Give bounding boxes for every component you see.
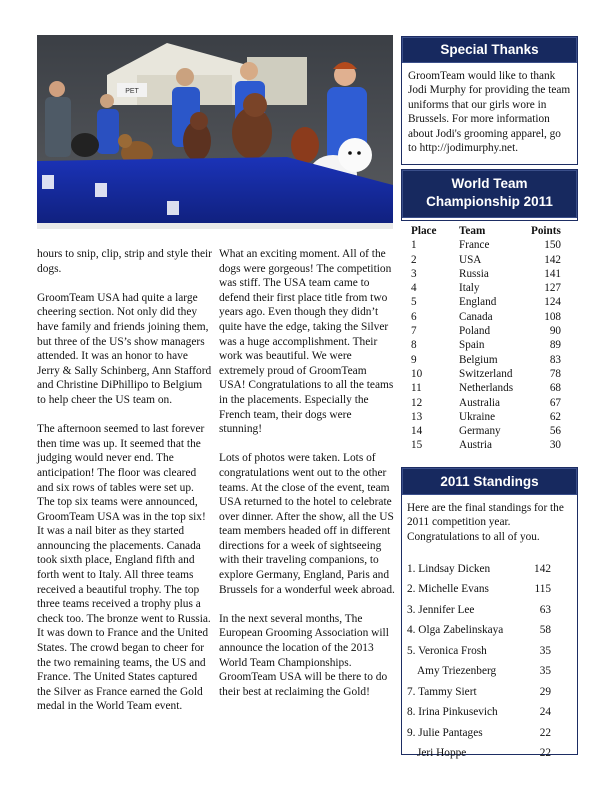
world-team-title-line1: World Team (451, 176, 528, 191)
results-table (411, 224, 571, 453)
standing-name: 5. Veronica Frosh (407, 644, 487, 657)
standing-name: Amy Triezenberg (417, 665, 497, 678)
table-row (411, 353, 571, 367)
result-points: 30 (549, 439, 561, 452)
header-place: Place (411, 225, 437, 237)
standing-points: 29 (539, 685, 551, 698)
special-thanks-body: GroomTeam would like to thank Jodi Murphy for providing the team uniforms that our girls wore in Brussels. For more information about Jodi's grooming apparel, go to http://jodimurphy.net. (408, 70, 571, 155)
list-item (407, 620, 571, 641)
result-team: Canada (459, 310, 493, 323)
standings-box (401, 467, 578, 760)
result-team: Belgium (459, 353, 498, 366)
table-row (411, 253, 571, 267)
list-item (407, 600, 571, 621)
article-paragraph: In the next several months, The European Grooming Association will announce the location of the 2013 World Team Championships. GroomTeam USA will be there to do their best at reclaiming the Gold! (219, 612, 389, 698)
world-team-results (411, 224, 571, 453)
list-item (407, 723, 571, 744)
result-place: 8 (411, 339, 417, 352)
result-place: 6 (411, 310, 417, 323)
header-points: Points (531, 225, 561, 237)
result-place: 15 (411, 439, 423, 452)
article-paragraph: hours to snip, clip, strip and style their dogs. (37, 248, 212, 275)
result-team: USA (459, 253, 482, 266)
list-item (407, 702, 571, 723)
result-place: 12 (411, 396, 423, 409)
result-place: 14 (411, 425, 423, 438)
standings-body (402, 495, 577, 764)
result-points: 62 (549, 410, 561, 423)
table-row (411, 310, 571, 324)
results-header-row (411, 224, 571, 238)
result-place: 10 (411, 367, 423, 380)
list-item (407, 559, 571, 580)
result-team: Switzerland (459, 367, 513, 380)
world-team-title (402, 170, 577, 218)
special-thanks-box (401, 36, 578, 165)
result-place: 2 (411, 253, 417, 266)
standing-name: Jeri Hoppe (417, 747, 467, 760)
result-points: 67 (549, 396, 561, 409)
result-team: Netherlands (459, 382, 514, 395)
result-team: Spain (459, 339, 485, 352)
result-team: England (459, 296, 497, 309)
pet-sign-text: PET (125, 88, 139, 95)
standing-name: 7. Tammy Siert (407, 685, 477, 698)
result-place: 4 (411, 282, 417, 295)
result-team: Poland (459, 325, 491, 338)
result-place: 13 (411, 410, 423, 423)
table-row (411, 396, 571, 410)
standing-name: 1. Lindsay Dicken (407, 562, 491, 575)
standings-intro: Here are the final standings for the 2011 competition year. Congratulations to all of you. (407, 502, 564, 543)
result-team: Germany (459, 425, 501, 438)
standing-points: 22 (539, 726, 551, 739)
table-row (411, 281, 571, 295)
standing-name: 2. Michelle Evans (407, 583, 489, 596)
standing-name: 4. Olga Zabelinskaya (407, 624, 504, 637)
world-team-title-line2: Championship 2011 (426, 194, 553, 209)
result-place: 3 (411, 267, 417, 280)
article-column-2 (219, 247, 395, 714)
standing-name: 9. Julie Pantages (407, 726, 483, 739)
result-points: 141 (544, 267, 561, 280)
table-row (411, 295, 571, 309)
list-item (407, 579, 571, 600)
team-photo (37, 35, 393, 229)
standing-points: 22 (539, 747, 551, 760)
result-team: Austria (459, 439, 492, 452)
table-row (411, 324, 571, 338)
result-points: 142 (544, 253, 561, 266)
result-team: Russia (459, 267, 489, 280)
team-photo-illustration (37, 35, 393, 229)
result-place: 1 (411, 239, 417, 252)
list-item (407, 682, 571, 703)
result-place: 7 (411, 325, 417, 338)
list-item (407, 743, 571, 764)
list-item (407, 641, 571, 662)
standings-title: 2011 Standings (402, 468, 577, 495)
result-team: Ukraine (459, 410, 496, 423)
article-paragraph: The afternoon seemed to last forever then time was up. It seemed that the judging would never end. The anticipation! The floor was cleared and six rows of tables were set up. The top six teams were announced, GroomTeam USA was in the top six! It was a nail biter as they started announcing the placements. Canada took sixth place, England fifth and forth went to Italy. All three teams received a beautiful trophy. The top three teams received a trophy plus a check too. The bronze went to Russia. It was down to France and the United States. The crowd began to cheer for the two remaining teams, the US and France. The United States captured the Silver as France earned the Gold medal in the World Team event. (37, 423, 211, 713)
result-team: France (459, 239, 490, 252)
standing-points: 24 (539, 706, 551, 719)
standing-points: 35 (539, 665, 551, 678)
result-place: 11 (411, 382, 422, 395)
result-points: 83 (549, 353, 561, 366)
result-team: Australia (459, 396, 501, 409)
result-points: 150 (544, 239, 561, 252)
article-paragraph: GroomTeam USA had quite a large cheering section. Not only did they have family and friends joining them, but three of the US’s show managers attended. It was an honor to have Jerry & Sally Schinberg, Ann Stafford and Christine DiPhillipo to Belgium to help cheer the US team on. (37, 291, 212, 406)
result-team: Italy (459, 282, 480, 295)
table-row (411, 381, 571, 395)
table-row (411, 238, 571, 252)
table-row (411, 338, 571, 352)
table-row (411, 410, 571, 424)
standing-points: 142 (534, 562, 551, 575)
standing-points: 63 (539, 603, 551, 616)
result-points: 127 (544, 282, 561, 295)
table-row (411, 438, 571, 452)
table-row (411, 424, 571, 438)
standing-name: 3. Jennifer Lee (407, 603, 475, 616)
standing-points: 115 (534, 583, 551, 596)
standing-points: 58 (539, 624, 551, 637)
table-row (411, 367, 571, 381)
result-points: 124 (544, 296, 561, 309)
header-team: Team (459, 225, 486, 237)
standings-list (407, 559, 571, 764)
result-points: 56 (549, 425, 561, 438)
list-item (407, 661, 571, 682)
world-team-championship-box (401, 169, 578, 221)
result-place: 9 (411, 353, 417, 366)
article-paragraph: Lots of photos were taken. Lots of congratulations went out to the other teams. At the close of the event, team USA returned to the hotel to celebrate over dinner. After the show, all the US team members headed off in different directions for a week of sightseeing with their traveling companions, to explore Germany, England, Paris and Brussels for a wonderful week abroad. (219, 452, 395, 596)
article-paragraph: What an exciting moment. All of the dogs were gorgeous! The competition was stiff. The USA team came to defend their first place title from two years ago. Even though they didn’t quite have the edge, taking the Silver was a huge accomplishment. Their work was beautiful. We were extremely proud of GroomTeam USA! Congratulations to all the teams in the placements. Especially the French team, their dogs were stunning! (219, 248, 394, 436)
results-body (411, 238, 571, 452)
special-thanks-title: Special Thanks (402, 37, 577, 63)
result-points: 68 (549, 382, 561, 395)
result-points: 78 (549, 367, 561, 380)
result-place: 5 (411, 296, 417, 309)
table-row (411, 267, 571, 281)
result-points: 89 (549, 339, 561, 352)
result-points: 108 (544, 310, 561, 323)
article-column-1 (37, 247, 213, 729)
standing-points: 35 (539, 644, 551, 657)
result-points: 90 (549, 325, 561, 338)
standing-name: 8. Irina Pinkusevich (407, 706, 498, 719)
